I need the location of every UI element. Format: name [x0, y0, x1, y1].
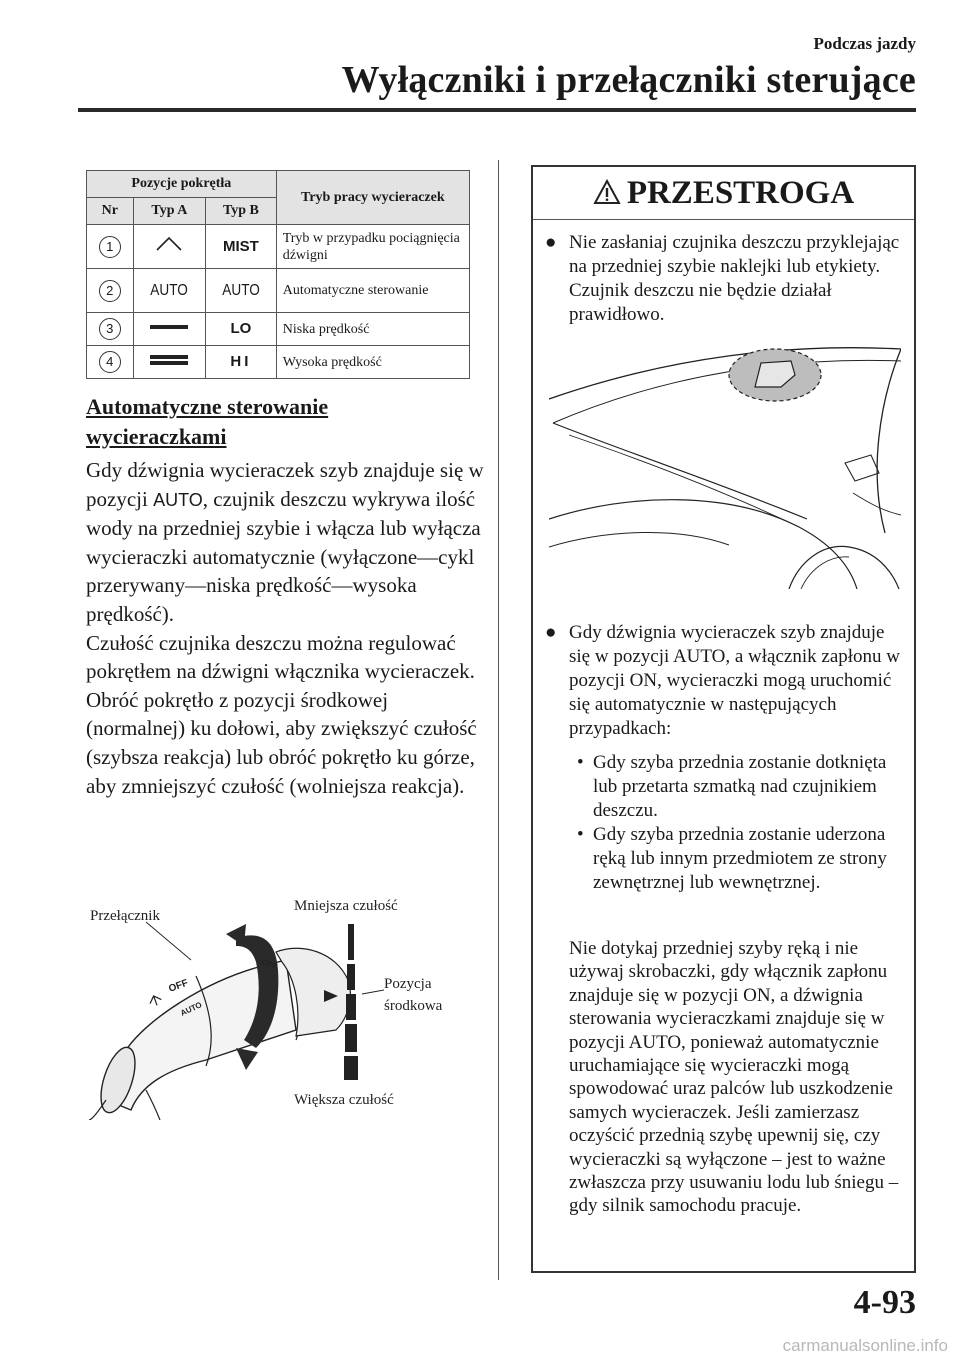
mode-code-lo: LO	[230, 320, 252, 337]
lever-off-label: OFF	[167, 977, 190, 995]
position-number: 1	[99, 236, 121, 258]
mode-code-hi: HI	[230, 353, 252, 370]
mode-code-mist: MIST	[222, 237, 259, 255]
table-row	[87, 269, 470, 313]
wiper-lever-illustration	[86, 880, 486, 1120]
auto-inline-label: AUTO	[153, 489, 203, 510]
table-row	[87, 225, 470, 269]
high-speed-bars-icon	[149, 353, 189, 367]
low-speed-bar-icon	[149, 322, 189, 332]
page-number: 4-93	[853, 1284, 916, 1321]
position-number: 3	[99, 318, 121, 340]
watermark-text: carmanualsonline.info	[782, 1336, 948, 1355]
mode-code-auto-b: AUTO	[222, 281, 260, 299]
col-header-type-a: Typ A	[133, 198, 206, 225]
col-header-nr: Nr	[87, 198, 134, 225]
windshield-rain-sensor-illustration	[549, 343, 901, 589]
table-row	[87, 346, 470, 379]
section-heading	[86, 392, 486, 452]
col-header-mode: Tryb pracy wycieraczek	[276, 171, 469, 225]
paragraph-sensitivity: Czułość czujnika deszczu można regulować pokrętłem na dźwigni włącznika wycieraczek.	[86, 630, 475, 684]
caution-title: PRZESTROGA	[626, 175, 855, 211]
paragraph-dial-instructions: Obróć pokrętło z pozycji środkowej (normalnej) ku dołowi, aby zwiększyć czułość (szybsza reakcja) lub obróć pokrętło ku górze, aby zmniejszyć czułość (wolniejsza reakcja).	[86, 687, 477, 798]
caution-sub-bullet-2: • Gdy szyba przednia zostanie uderzona ręką lub innym przedmiotem ze strony zewnętrznej lub wewnętrznej.	[577, 824, 887, 893]
mode-description: Niska prędkość	[276, 313, 469, 346]
position-number: 4	[99, 351, 121, 373]
page-title: Wyłączniki i przełączniki sterujące	[341, 59, 916, 101]
wiper-mode-table	[86, 170, 470, 379]
lever-auto-label: AUTO	[179, 1000, 204, 1018]
caution-note: Nie dotykaj przedniej szyby ręką i nie używaj skrobaczki, gdy włącznik zapłonu znajduje się w pozycji ON, a dźwignia sterowania wycieraczkami znajduje się w pozycji AUTO, ponieważ automatycznie uruchamiające się wycieraczki mogą spowodować uraz palców lub uszkodzenie samych wycieraczek. Jeśli zamierzasz oczyścić przednią szybę upewnij się, czy wycieraczki są wyłączone – jest to ważne zwłaszcza przy usuwaniu lodu lub śniegu – gdy silnik samochodu pracuje.	[569, 938, 899, 1217]
mist-symbol-icon	[154, 235, 184, 253]
header-rule	[78, 108, 916, 112]
position-number: 2	[99, 280, 121, 302]
label-less-sensitivity: Mniejsza czułość	[294, 898, 398, 914]
col-header-positions: Pozycje pokrętła	[87, 171, 277, 198]
col-header-type-b: Typ B	[206, 198, 277, 225]
label-switch: Przełącznik	[90, 908, 160, 924]
washer-icon	[148, 994, 163, 1008]
caution-bullet-2: ● Gdy dźwignia wycieraczek szyb znajduje się w pozycji AUTO, a włącznik zapłonu w pozycji ON, wycieraczki mogą uruchomić się automatycznie w następujących przypadkach: • Gdy szyba przednia zostanie dotknięta lub przetarta szmatką nad czujnikiem deszczu. • Gdy szyba przednia zostanie uderzona ręką lub innym przedmiotem ze strony zewnętrznej lub wewnętrznej.	[533, 621, 914, 895]
mode-code-auto-a: AUTO	[150, 281, 189, 299]
label-center-position-1: Pozycja	[384, 976, 432, 992]
lever-off-mark: OFF	[260, 957, 279, 972]
section-heading-line1: Automatyczne sterowanie	[86, 394, 329, 419]
table-row	[87, 313, 470, 346]
mode-description: Wysoka prędkość	[276, 346, 469, 379]
caution-header	[533, 167, 914, 220]
mode-description: Tryb w przypadku pociągnięcia dźwigni	[276, 225, 469, 269]
section-heading-line2: wycieraczkami	[86, 424, 227, 449]
caution-bullet-1: ● Nie zasłaniaj czujnika deszczu przyklejając na przedniej szybie naklejki lub etykiety. Czujnik deszczu nie będzie działał prawidłowo.	[545, 232, 900, 325]
column-divider	[498, 160, 499, 1280]
body-text	[86, 456, 486, 800]
warning-triangle-icon	[593, 179, 621, 205]
label-more-sensitivity: Większa czułość	[294, 1092, 394, 1108]
mode-description: Automatyczne sterowanie	[276, 269, 469, 313]
caution-box	[531, 165, 916, 1273]
paragraph-auto-mode: Gdy dźwignia wycieraczek szyb znajduje się w pozycji AUTO, czujnik deszczu wykrywa ilość wody na przedniej szybie i włącza lub wyłącza wycieraczki automatycznie (wyłączone—cykl przerywany—niska prędkość—wysoka prędkość).	[86, 458, 484, 626]
caution-sub-bullet-1: • Gdy szyba przednia zostanie dotknięta lub przetarta szmatką nad czujnikiem deszczu.	[577, 752, 887, 821]
label-center-position-2: środkowa	[384, 998, 443, 1014]
header-section-label: Podczas jazdy	[813, 34, 916, 53]
